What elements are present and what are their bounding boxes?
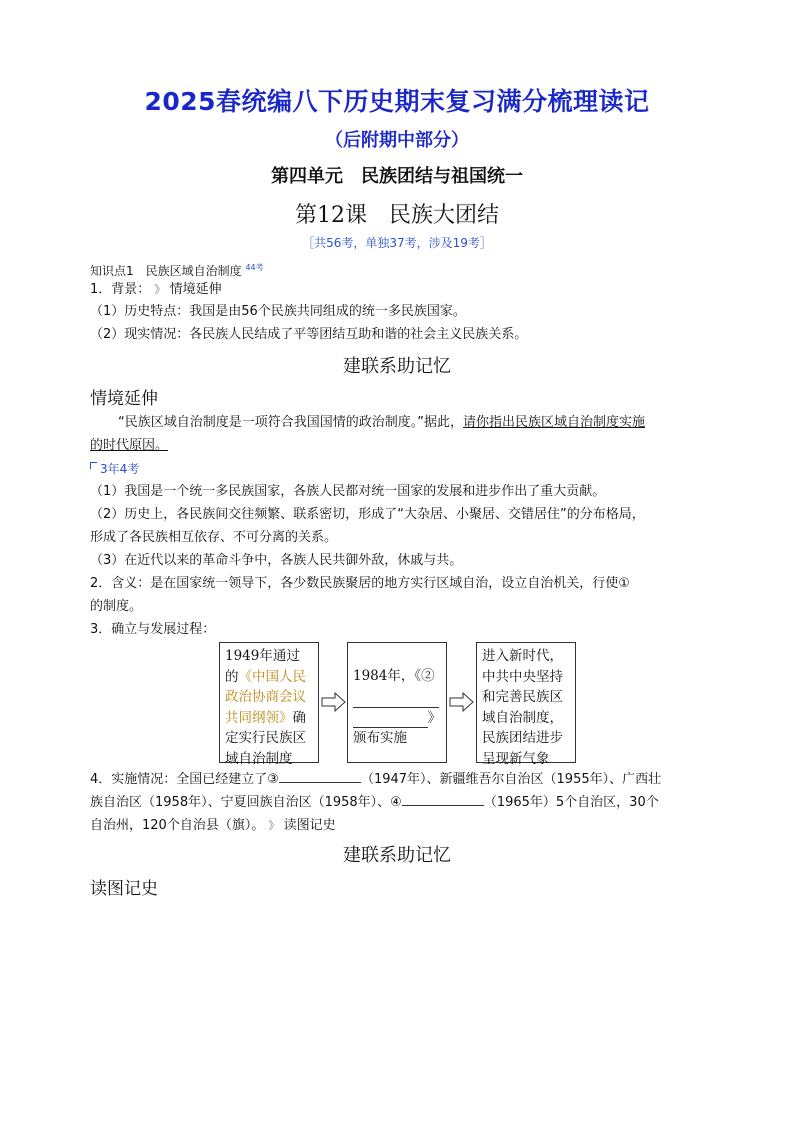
memory-section-title-2: 建联系助记忆 (343, 845, 451, 866)
background-item-1: （1）历史特点：我国是由56个民族共同组成的统一多民族国家。 (90, 304, 466, 319)
implementation-text-e: 自治州，120个自治县（旗）。 (90, 818, 265, 833)
box1-suffix: 确定实行民族区域自治制度 (225, 709, 306, 767)
implementation-text-a: 4．实施情况：全国已经建立了③ (90, 772, 279, 787)
arrow-right-icon (449, 692, 475, 712)
knowledge-point-text: 知识点1 民族区域自治制度 (90, 264, 242, 278)
context-quote-line-2 (90, 436, 168, 456)
meaning-line-1: 2．含义：是在国家统一领导下，各少数民族聚居的地方实行区域自治，设立自治机关，行使① (90, 576, 630, 591)
implementation-text-d: （1965年）5个自治区，30个 (483, 795, 659, 810)
box2-blank-1 (353, 687, 439, 708)
box2-line1: 1984年，《② (353, 668, 435, 684)
memory-section-title: 建联系助记忆 (343, 356, 451, 377)
implementation-line-3 (90, 816, 336, 836)
process-heading: 3．确立与发展过程： (90, 622, 216, 637)
reason-2: （2）历史上，各民族间交往频繁、联系密切，形成了“大杂居、小聚居、交错居住”的分布格局， (90, 507, 645, 522)
context-heading: 情境延伸 (90, 389, 158, 409)
reason-2-cont: 形成了各民族相互依存、不可分离的关系。 (90, 530, 338, 545)
context-quote: “民族区域自治制度是一项符合我国国情的政治制度。”据此， (118, 415, 463, 430)
document-title: 2025春统编八下历史期末复习满分梳理读记 (144, 87, 650, 116)
box2-blank-2 (353, 709, 428, 728)
lesson-title: 第12课 民族大团结 (295, 203, 499, 228)
context-question: 请你指出民族区域自治制度实施 (462, 415, 645, 430)
box1-document: 《中国人民政治协商会议共同纲领》 (225, 668, 306, 726)
blank-4 (402, 805, 484, 806)
implementation-text-b: （1947年）、新疆维吾尔自治区（1955年）、广西壮 (360, 772, 662, 787)
box2-close: 》 (427, 709, 441, 726)
knowledge-point-count: 44考 (245, 263, 264, 272)
process-box-1949 (219, 642, 319, 767)
exam-frequency-tag: 3年4考 (100, 462, 140, 476)
map-link[interactable]: 读图记史 (283, 818, 336, 833)
document-subtitle: （后附期中部分） (325, 130, 469, 151)
unit-title: 第四单元 民族团结与祖国统一 (271, 166, 523, 187)
blank-3 (279, 782, 361, 783)
process-box-new-era: 进入新时代，中共中央坚持和完善民族区域自治制度，民族团结进步呈现新气象 (476, 642, 576, 763)
process-box-1984 (347, 642, 447, 763)
chevron-right-icon: 》 (268, 819, 280, 832)
background-heading (90, 280, 222, 300)
exam-tag-row (90, 459, 139, 480)
box2-blank-row (353, 708, 441, 729)
background-label: 1．背景： (90, 282, 151, 297)
background-item-2: （2）现实情况：各民族人民结成了平等团结互助和谐的社会主义民族关系。 (90, 327, 528, 342)
context-link[interactable]: 情境延伸 (169, 282, 222, 297)
implementation-line-1 (90, 770, 661, 790)
box2-line4: 颁布实施 (353, 730, 407, 746)
exam-stats: ［共56考，单独37考，涉及19考］ (302, 236, 492, 250)
context-question-cont: 的时代原因。 (90, 438, 169, 453)
implementation-line-2 (90, 793, 659, 813)
meaning-line-2: 的制度。 (90, 599, 143, 614)
reason-1: （1）我国是一个统一多民族国家，各族人民都对统一国家的发展和进步作出了重大贡献。 (90, 484, 606, 499)
implementation-text-c: 族自治区（1958年）、宁夏回族自治区（1958年）、④ (90, 795, 402, 810)
knowledge-point-label (90, 258, 264, 281)
reason-3: （3）在近代以来的革命斗争中，各族人民共御外敌，休戚与共。 (90, 553, 463, 568)
box1-prefix: 1949年通过的 (225, 648, 300, 685)
chevron-right-icon: 》 (154, 283, 166, 296)
map-heading: 读图记史 (90, 879, 158, 899)
arrow-right-icon (321, 692, 347, 712)
corner-bracket-icon (90, 462, 97, 469)
context-quote-line-1 (118, 413, 645, 433)
